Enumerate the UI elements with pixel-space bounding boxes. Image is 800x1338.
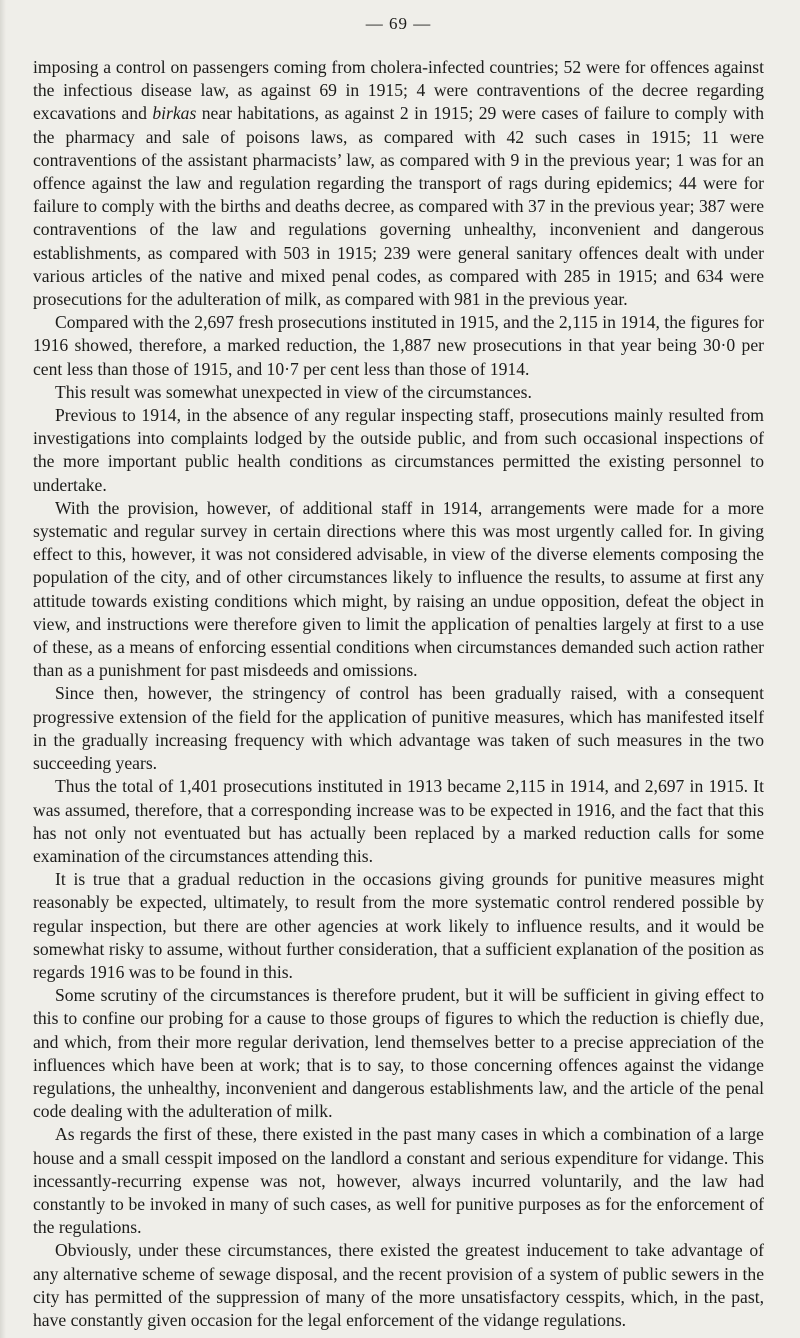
paragraph [33, 984, 764, 1123]
paragraph-text: As regards the first of these, there existed in the past many cases in which a combination of a large house and a small cesspit imposed on the landlord a constant and serious expenditure for vidange. This incessantly-recurring expense was not, however, always incurred voluntarily, and the law had constantly to be invoked in many of such cases, as well for punitive purposes as for the enforcement of the regulations. [33, 1124, 764, 1238]
paragraph-text: With the provision, however, of additional staff in 1914, arrangements were made for a more systematic and regular survey in certain directions where this was most urgently called for. In giving effect to this, however, it was not considered advisable, in view of the diverse elements composing the population of the city, and of other circumstances likely to influence the results, to assume at first any attitude towards existing conditions which might, by raising an undue opposition, defeat the object in view, and instructions were therefore given to limit the application of penalties largely at first to a use of these, as a means of enforcing essential conditions when circumstances demanded such action rather than as a punishment for past misdeeds and omissions. [33, 497, 764, 681]
paragraph [33, 682, 764, 775]
paragraph [33, 497, 764, 683]
paragraph-text: imposing a control on passengers coming from cholera-infected countries; 52 were for offences against the infectious disease law, as against 69 in 1915; 4 were contraventions of the decree regarding excavations and [33, 57, 764, 124]
paragraph [33, 775, 764, 868]
paragraph-text: This result was somewhat unexpected in view of the circumstances. [55, 381, 532, 402]
paragraph-text: Since then, however, the stringency of control has been gradually raised, with a consequent progressive extension of the field for the application of punitive measures, which has manifested itself in the gradually increasing frequency with which advantage was taken of such measures in the two succeeding years. [33, 683, 764, 774]
body-text [33, 56, 764, 1332]
paragraph-text: Previous to 1914, in the absence of any regular inspecting staff, prosecutions mainly resulted from investigations into complaints lodged by the outside public, and from such occasional inspections of the more important public health conditions as circumstances permitted the existing personnel to undertake. [33, 405, 764, 495]
paragraph [33, 868, 764, 984]
page-number: — 69 — [365, 14, 432, 33]
paragraph-text: Compared with the 2,697 fresh prosecutions instituted in 1915, and the 2,115 in 1914, the figures for 1916 showed, therefore, a marked reduction, the 1,887 new prosecutions in that year being 30·0 per cent less than those of 1915, and 10·7 per cent less than those of 1914. [33, 312, 764, 379]
page-edge-shadow [0, 0, 6, 1338]
italic-term: birkas [152, 103, 197, 124]
paragraph-text: Thus the total of 1,401 prosecutions instituted in 1913 became 2,115 in 1914, and 2,697 in 1915. It was assumed, therefore, that a corresponding increase was to be expected in 1916, and the fact that this has not only not eventuated but has actually been replaced by a marked reduction calls for some examination of the circumstances attending this. [33, 776, 764, 866]
paragraph [33, 1123, 764, 1239]
paragraph [33, 1239, 764, 1332]
paragraph [33, 311, 764, 381]
paragraph [33, 381, 764, 404]
paragraph-text: Some scrutiny of the circumstances is therefore prudent, but it will be sufficient in giving effect to this to confine our probing for a cause to those groups of figures to which the reduction is chiefly due, and which, from their more regular derivation, lend themselves better to a precise appreciation of the influences which have been at work; that is to say, to those concerning offences against the vidange regulations, the unhealthy, inconvenient and dangerous establishments law, and the article of the penal code dealing with the adulteration of milk. [33, 985, 764, 1122]
paragraph-text: It is true that a gradual reduction in the occasions giving grounds for punitive measures might reasonably be expected, ultimately, to result from the more systematic control rendered possible by regular inspection, but there are other agencies at work likely to influence results, and it would be somewhat risky to assume, without further consideration, that a sufficient explanation of the position as regards 1916 was to be found in this. [33, 869, 764, 982]
paragraph-text: near habitations, as against 2 in 1915; 29 were cases of failure to comply with the pharmacy and sale of poisons laws, as compared with 42 such cases in 1915; 11 were contraventions of the assistant pharmacists’ law, as compared with 9 in the previous year; 1 was for an offence against the law and regulation regarding the transport of rags during epidemics; 44 were for failure to comply with the births and deaths decree, as compared with 37 in the previous year; 387 were contraventions of the law and regulations governing unhealthy, inconvenient and dangerous establishments, as compared with 503 in 1915; 239 were general sanitary offences dealt with under various articles of the native and mixed penal codes, as compared with 285 in 1915; and 634 were prosecutions for the adulteration of milk, as compared with 981 in the previous year. [33, 103, 764, 310]
paragraph [33, 56, 764, 311]
paragraph-text: Obviously, under these circumstances, there existed the greatest inducement to take advantage of any alternative scheme of sewage disposal, and the recent provision of a system of public sewers in the city has permitted of the suppression of many of the more unsatisfactory cesspits, which, in the past, have constantly given occasion for the legal enforcement of the vidange regulations. [33, 1240, 764, 1330]
paragraph [33, 404, 764, 497]
